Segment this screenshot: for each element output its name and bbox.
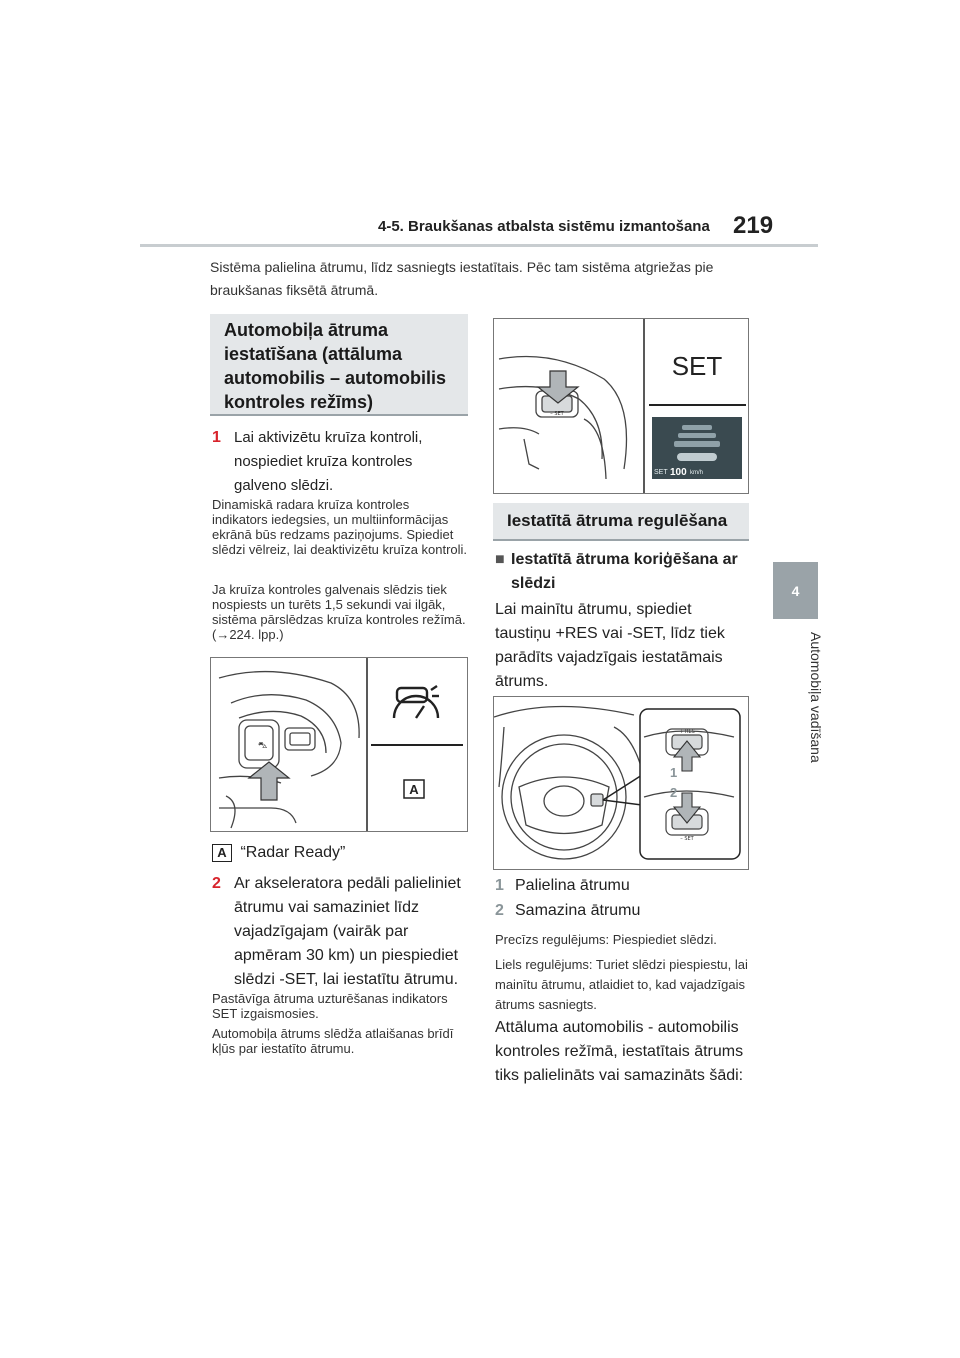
note-hold-switch: Ja kruīza kontroles galvenais slēdzis tiek nospiests un turēts 1,5 sekundi vai ilgāk, sistēma pārslēdzas kruīza kontroles režīmā. (→224. lpp.) <box>212 582 466 642</box>
section-heading-set-speed: Automobiļa ātruma iestatīšana (attāluma automobilis – automobilis kontroles režīms) <box>210 314 468 416</box>
radar-cruise-icon <box>394 686 439 718</box>
square-bullet-icon: ■ <box>495 551 505 568</box>
list-text: Samazina ātrumu <box>515 902 641 919</box>
step-text: Ar akseleratora pedāli palieliniet ātrumu vai samaziniet līdz vajadzīgajam (vairāk par apmēram 30 km) un piespiediet slēdzi -SET, lai iestatītu ātrumu. <box>234 875 461 988</box>
set-switch-illustration <box>494 319 749 494</box>
steering-switch-illustration <box>211 658 468 832</box>
note-fine-adjust: Precīzs regulējums: Piespiediet slēdzi. <box>495 932 717 947</box>
list-number: 2 <box>495 902 504 919</box>
figure-set-switch <box>493 318 749 494</box>
step-number: 1 <box>212 429 221 446</box>
callout-2: 2 <box>670 785 678 800</box>
figure-res-set-switch <box>493 696 749 870</box>
list-text: Palielina ātrumu <box>515 877 630 894</box>
figure-main-switch <box>210 657 468 832</box>
step-number: 2 <box>212 875 221 892</box>
list-item <box>495 899 751 923</box>
caption-text: “Radar Ready” <box>240 844 346 861</box>
distance-mode-text: Attāluma automobilis - automobilis kontroles režīmā, iestatītais ātrums tiks palielināts vai samazināts šādi: <box>495 1019 744 1084</box>
note-set-indicator: Pastāvīga ātruma uzturēšanas indikators SET izgaismosies. <box>212 991 448 1021</box>
section-title: 4-5. Braukšanas atbalsta sistēmu izmantošana <box>378 218 710 235</box>
section-heading-adjust-speed: Iestatītā ātruma regulēšana <box>493 503 749 541</box>
figure-label-a: A <box>409 782 419 797</box>
note-indicator: Dinamiskā radara kruīza kontroles indikators iedegsies, un multiinformācijas ekrānā būs redzams paziņojums. Spiediet slēdzi vēlreiz, lai deaktivizētu kruīza kontroli. <box>212 497 468 557</box>
note-release: Automobiļa ātrums slēdža atlaišanas brīdī kļūs par iestatīto ātrumu. <box>212 1026 454 1056</box>
step-2 <box>212 872 468 992</box>
chapter-number: 4 <box>791 582 800 599</box>
chapter-tab <box>773 562 818 619</box>
label-a: A <box>212 844 232 862</box>
caption-radar-ready <box>212 844 345 862</box>
set-button-label: – SET <box>680 836 694 842</box>
steering-wheel-illustration <box>494 697 749 870</box>
speed-prefix: SET <box>654 469 668 476</box>
chapter-title: Automobiļa vadīšana <box>808 632 824 763</box>
step-text: Lai aktivizētu kruīza kontroli, nospiediet kruīza kontroles galveno slēdzi. <box>234 429 423 494</box>
note-coarse-adjust: Liels regulējums: Turiet slēdzi piespiestu, lai mainītu ātrumu, atlaidiet to, kad vajadzīgais ātrums sasniegts. <box>495 957 748 1012</box>
set-button-label: – SET <box>550 411 564 417</box>
speed-value: 100 <box>670 467 687 478</box>
page-number: 219 <box>733 212 774 239</box>
res-button-label: + RES <box>679 729 695 735</box>
subhead-text: Iestatītā ātruma koriģēšana ar slēdzi <box>511 551 738 592</box>
svg-text:⛍: ⛍ <box>258 741 268 751</box>
header-rule <box>140 244 818 247</box>
subhead-adjust-with-switch <box>495 548 751 596</box>
set-display-text: SET <box>671 351 723 381</box>
speed-unit: km/h <box>690 470 704 476</box>
list-number: 1 <box>495 877 504 894</box>
step-1 <box>212 426 468 498</box>
list-item <box>495 874 751 898</box>
callout-1: 1 <box>670 765 678 780</box>
intro-text: Sistēma palielina ātrumu, līdz sasniegts iestatītais. Pēc tam sistēma atgriežas pie braukšanas fiksētā ātrumā. <box>210 259 714 298</box>
adjust-instructions: Lai mainītu ātrumu, spiediet taustiņu +RES vai -SET, līdz tiek parādīts vajadzīgais iestatāmais ātrums. <box>495 601 725 690</box>
